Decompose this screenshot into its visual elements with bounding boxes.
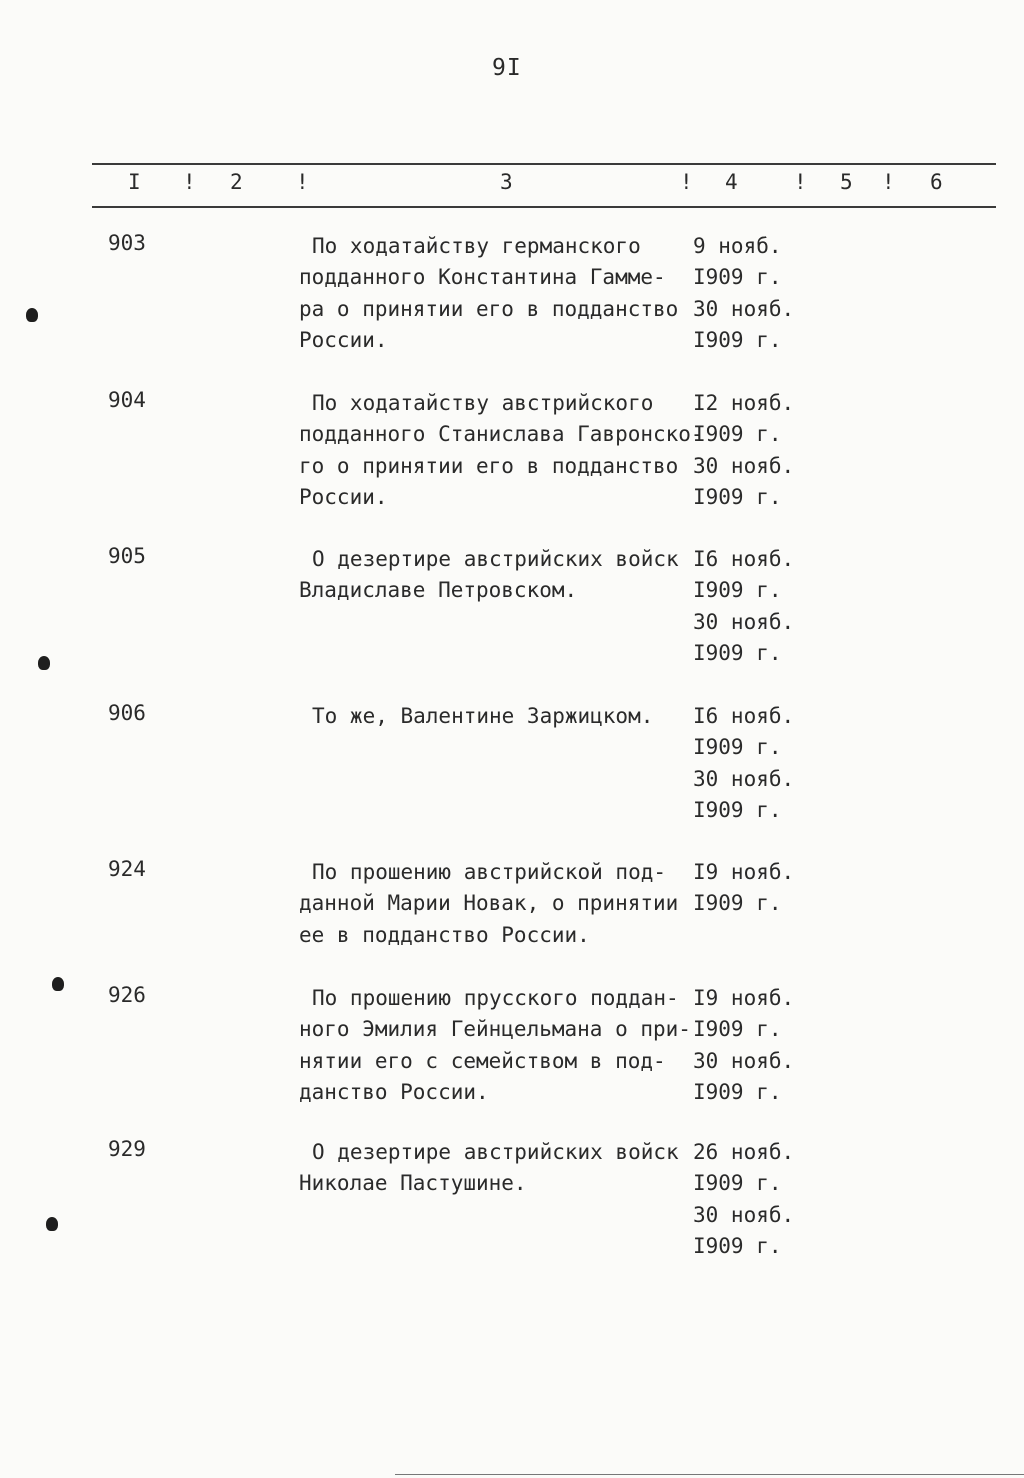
description-line: По ходатайству германского bbox=[312, 234, 641, 258]
date-line: I909 г. bbox=[693, 578, 782, 603]
table-header bbox=[0, 170, 1024, 200]
date-line: 9 нояб. bbox=[693, 234, 782, 258]
hole-punch-mark bbox=[26, 308, 38, 322]
description-line: По прошению австрийской под- bbox=[312, 860, 667, 884]
date-line: I909 г. bbox=[693, 422, 782, 447]
header-col-6: 6 bbox=[930, 170, 943, 194]
entry-number: 903 bbox=[108, 231, 146, 255]
date-line: I909 г. bbox=[693, 484, 782, 509]
description-line: ного Эмилия Гейнцельмана о при- bbox=[299, 1017, 691, 1042]
description-line: данство России. bbox=[299, 1079, 489, 1104]
description-line: По прошению прусского поддан- bbox=[312, 986, 679, 1010]
entry-number: 905 bbox=[108, 544, 146, 568]
header-col-4: 4 bbox=[725, 170, 738, 194]
date-line: 26 нояб. bbox=[693, 1140, 795, 1164]
description-line: О дезертире австрийских войск bbox=[312, 547, 679, 571]
hole-punch-mark bbox=[46, 1217, 58, 1231]
date-line: I909 г. bbox=[693, 1171, 782, 1196]
description-line: подданного Станислава Гавронско- bbox=[299, 422, 704, 447]
entry-description bbox=[299, 857, 689, 951]
description-line: подданного Константина Гамме- bbox=[299, 265, 666, 290]
description-line: То же, Валентине Заржицком. bbox=[312, 704, 654, 728]
table-header-rule bbox=[92, 206, 996, 208]
date-line: I909 г. bbox=[693, 891, 782, 916]
entry-dates bbox=[693, 701, 813, 826]
entry-description bbox=[299, 701, 689, 732]
description-line: данной Марии Новак, о принятии bbox=[299, 891, 679, 916]
date-line: I909 г. bbox=[693, 797, 782, 822]
header-separator: ! bbox=[794, 170, 807, 194]
date-line: I909 г. bbox=[693, 327, 782, 352]
entry-number: 926 bbox=[108, 983, 146, 1007]
description-line: Владиславе Петровском. bbox=[299, 578, 578, 603]
description-line: Николае Пастушине. bbox=[299, 1171, 527, 1196]
header-separator: ! bbox=[296, 170, 309, 194]
header-separator: ! bbox=[680, 170, 693, 194]
date-line: I909 г. bbox=[693, 735, 782, 760]
header-col-2: 2 bbox=[230, 170, 243, 194]
date-line: I909 г. bbox=[693, 640, 782, 665]
entry-number: 904 bbox=[108, 388, 146, 412]
entry-number: 906 bbox=[108, 701, 146, 725]
header-col-3: 3 bbox=[500, 170, 513, 194]
description-line: ее в подданство России. bbox=[299, 922, 590, 947]
description-line: России. bbox=[299, 484, 388, 509]
entry-dates bbox=[693, 544, 813, 669]
entry-description bbox=[299, 544, 689, 607]
date-line: I9 нояб. bbox=[693, 986, 795, 1010]
description-line: нятии его с семейством в под- bbox=[299, 1048, 666, 1073]
date-line: I6 нояб. bbox=[693, 704, 795, 728]
date-line: 30 нояб. bbox=[693, 1202, 795, 1227]
description-line: го о принятии его в подданство bbox=[299, 453, 679, 478]
date-line: 30 нояб. bbox=[693, 609, 795, 634]
date-line: I909 г. bbox=[693, 1079, 782, 1104]
description-line: О дезертире австрийских войск bbox=[312, 1140, 679, 1164]
entry-dates bbox=[693, 388, 813, 513]
date-line: 30 нояб. bbox=[693, 766, 795, 791]
page-number: 9I bbox=[492, 55, 522, 81]
description-line: ра о принятии его в подданство bbox=[299, 296, 679, 321]
entry-dates bbox=[693, 857, 813, 920]
date-line: 30 нояб. bbox=[693, 296, 795, 321]
entry-dates bbox=[693, 1137, 813, 1262]
date-line: 30 нояб. bbox=[693, 453, 795, 478]
description-line: По ходатайству австрийского bbox=[312, 391, 654, 415]
entry-description bbox=[299, 231, 689, 356]
header-col-5: 5 bbox=[840, 170, 853, 194]
entry-number: 929 bbox=[108, 1137, 146, 1161]
date-line: I2 нояб. bbox=[693, 391, 795, 415]
header-col-1: I bbox=[128, 170, 141, 194]
date-line: I6 нояб. bbox=[693, 547, 795, 571]
entry-description bbox=[299, 983, 689, 1108]
entry-description bbox=[299, 1137, 689, 1200]
description-line: России. bbox=[299, 327, 388, 352]
entry-number: 924 bbox=[108, 857, 146, 881]
page-bottom-edge bbox=[395, 1474, 1024, 1475]
table-top-rule bbox=[92, 163, 996, 165]
header-separator: ! bbox=[183, 170, 196, 194]
date-line: I909 г. bbox=[693, 1233, 782, 1258]
date-line: I9 нояб. bbox=[693, 860, 795, 884]
header-separator: ! bbox=[882, 170, 895, 194]
hole-punch-mark bbox=[38, 656, 50, 670]
date-line: I909 г. bbox=[693, 265, 782, 290]
entry-description bbox=[299, 388, 704, 513]
date-line: 30 нояб. bbox=[693, 1048, 795, 1073]
hole-punch-mark bbox=[52, 977, 64, 991]
entry-dates bbox=[693, 231, 813, 356]
entry-dates bbox=[693, 983, 813, 1108]
date-line: I909 г. bbox=[693, 1017, 782, 1042]
